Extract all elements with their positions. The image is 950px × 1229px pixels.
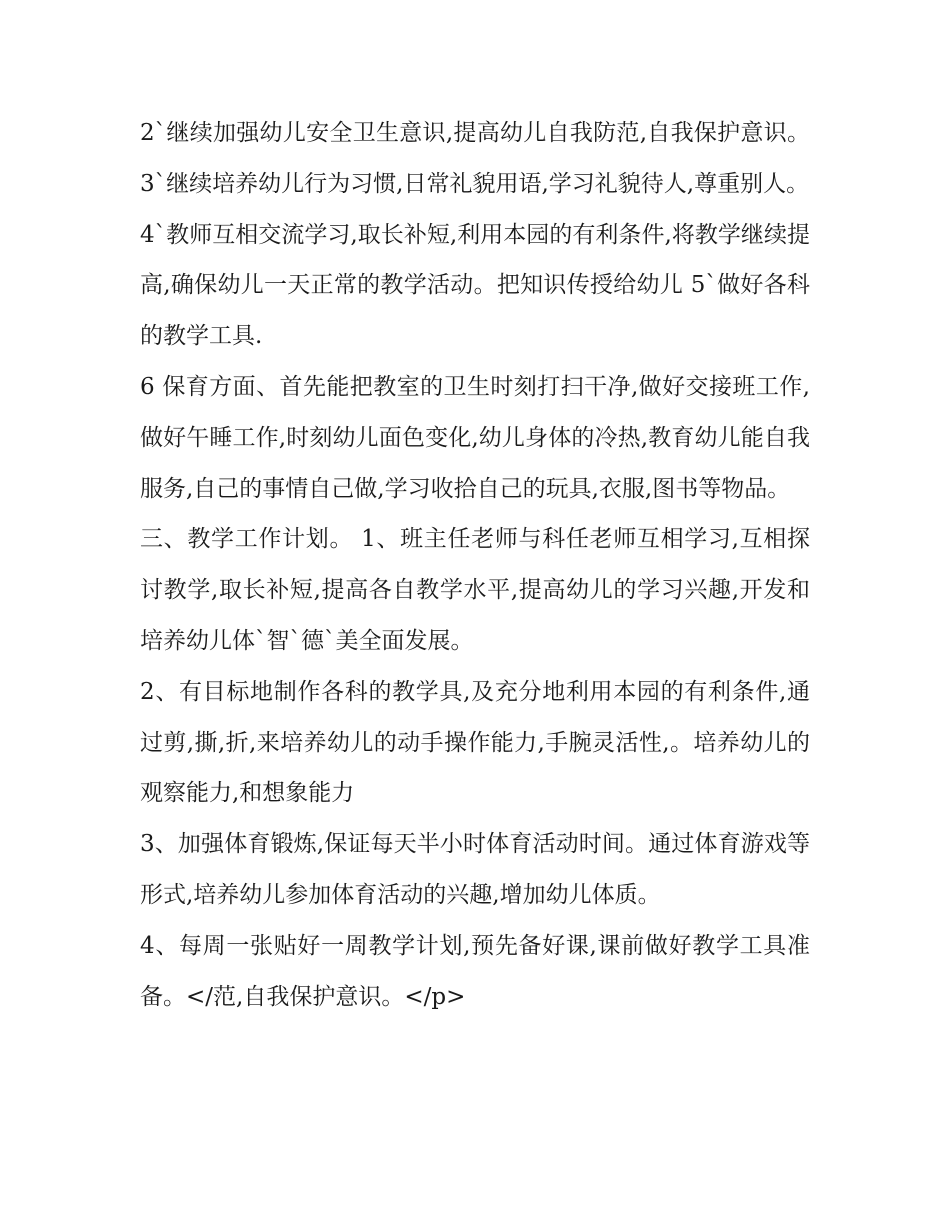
paragraph-teaching-aids: 2、有目标地制作各科的教学具,及充分地利用本园的有利条件,通过剪,撕,折,来培养幼儿的动手操作能力,手腕灵活性,。培养幼儿的观察能力,和想象能力: [140, 678, 810, 807]
paragraph-physical-exercise: 3、加强体育锻炼,保证每天半小时体育活动时间。通过体育游戏等形式,培养幼儿参加体育活动的兴趣,增加幼儿体质。: [140, 831, 810, 908]
paragraph-teacher-exchange: 4`教师互相交流学习,取长补短,利用本园的有利条件,将教学继续提高,确保幼儿一天正常的教学活动。把知识传授给幼儿 5`做好各科的教学工具.: [140, 221, 810, 350]
document-body: [140, 108, 810, 1022]
paragraph-safety-habits: 2`继续加强幼儿安全卫生意识,提高幼儿自我防范,自我保护意识。 3`继续培养幼儿行为习惯,日常礼貌用语,学习礼貌待人,尊重别人。: [140, 120, 810, 197]
paragraph-teaching-plan: 三、教学工作计划。 1、班主任老师与科任老师互相学习,互相探讨教学,取长补短,提高各自教学水平,提高幼儿的学习兴趣,开发和培养幼儿体`智`德`美全面发展。: [140, 526, 810, 654]
paragraph-weekly-plan: 4、每周一张贴好一周教学计划,预先备好课,课前做好教学工具准备。</范,自我保护意识。</p>: [140, 932, 810, 1010]
paragraph-childcare: 6 保育方面、首先能把教室的卫生时刻打扫干净,做好交接班工作,做好午睡工作,时刻幼儿面色变化,幼儿身体的冷热,教育幼儿能自我服务,自己的事情自己做,学习收拾自己的玩具,衣服,图书等物品。: [140, 373, 810, 502]
